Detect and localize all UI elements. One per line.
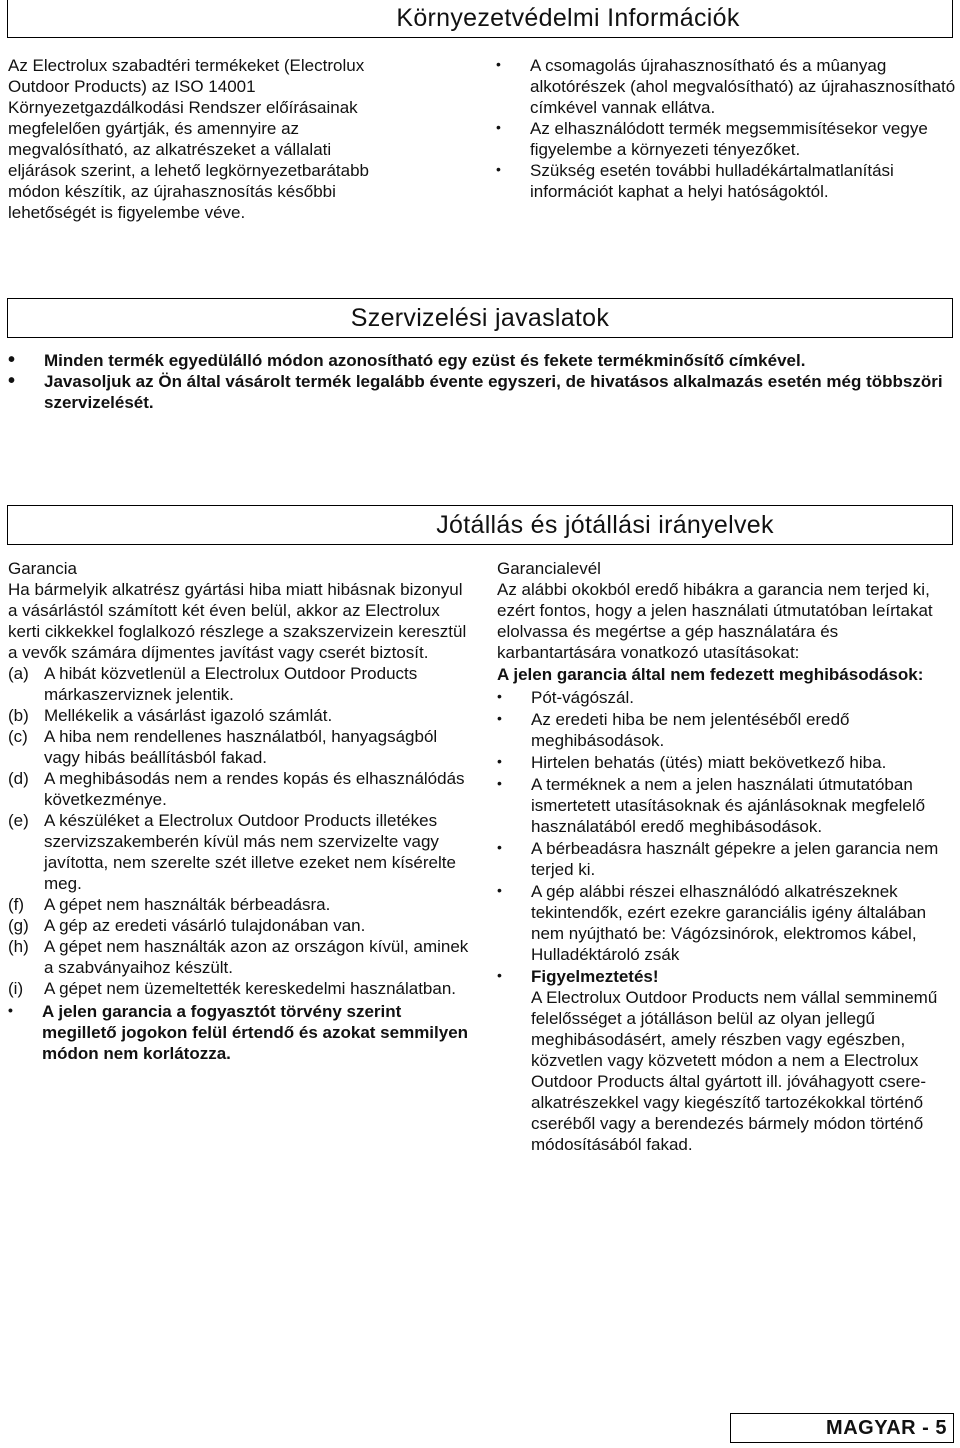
garancia-conditions-list [8, 663, 470, 999]
service-title-box [7, 298, 953, 338]
list-item: (f) A gépet nem használták bérbeadásra. [8, 895, 331, 914]
service-title: Szervizelési javaslatok [350, 303, 610, 332]
garancialevel-heading: Garancialevél [497, 559, 601, 578]
list-item: • Pót-vágószál. [497, 687, 955, 708]
garancialevel-text: Az alábbi okokból eredő hibákra a garancia nem terjed ki, ezért fontos, hogy a jelen használati útmutatóban leírtakat elolvassa és megértse a gép használatára és karbantartására vonatkozó utasításokat: [497, 580, 933, 662]
garancia-text: Ha bármelyik alkatrész gyártási hiba miatt hibásnak bizonyul a vásárlástól számított két éven belül, akkor az Electrolux kerti cikkekkel foglalkozó részlege a szakszervizein keresztül a vevők számára díjmentes javítást vagy cserét biztosít. [8, 580, 467, 662]
list-item: (a) A hibát közvetlenül a Electrolux Outdoor Products márkaszerviznek jelentik. [8, 664, 418, 704]
exclusions-list [497, 687, 955, 1155]
warranty-right-column [497, 558, 955, 1156]
list-item: (b) Mellékelik a vásárlást igazoló számlát. [8, 706, 333, 725]
garancia-heading: Garancia [8, 559, 77, 578]
list-item: • Szükség esetén további hulladékártalmatlanítási információt kaphat a helyi hatóságoktól. [496, 160, 956, 202]
list-item: • Hirtelen behatás (ütés) miatt bekövetkező hiba. [497, 752, 955, 773]
env-title: Környezetvédelmi Információk [396, 4, 740, 32]
list-item: • Minden termék egyedülálló módon azonosítható egy ezüst és fekete termékminősítő címkével. [8, 350, 952, 371]
list-item: • A jelen garancia a fogyasztót törvény szerint megillető jogokon felül értendő és azokat semmilyen módon nem korlátozza. [8, 1001, 470, 1064]
exclusions-heading: A jelen garancia által nem fedezett meghibásodások: [497, 665, 924, 684]
list-item: (c) A hiba nem rendellenes használatból, hanyagságból vagy hibás beállításból fakad. [8, 727, 438, 767]
list-item: • Javasoljuk az Ön által vásárolt termék legalább évente egyszeri, de hivatásos alkalmazás esetén még többszöri szervizelését. [8, 371, 952, 413]
page-number-tag: MAGYAR - 5 [730, 1413, 954, 1443]
env-bullet-list [496, 55, 956, 202]
service-bullet-list [8, 350, 952, 413]
list-item: • A terméknek a nem a jelen használati útmutatóban ismertetett utasításoknak és ajánlásoknak megfelelő használatából eredő meghibásodások. [497, 774, 955, 837]
list-item: • Az elhasználódott termék megsemmisítésekor vegye figyelembe a környezeti tényezőket. [496, 118, 956, 160]
list-item: • A csomagolás újrahasznosítható és a mûanyag alkotórészek (ahol megvalósítható) az újrahasznosítható címkével vannak ellátva. [496, 55, 956, 118]
warning-title: • Figyelmeztetés! [531, 967, 659, 986]
list-item [497, 966, 955, 1155]
env-title-box [7, 0, 953, 38]
list-item: (e) A készüléket a Electrolux Outdoor Products illetékes szervizszakemberén kívül más nem szervizelte vagy javította, nem szerelte szét illetve ezeket nem kísérelte meg. [8, 811, 456, 893]
warranty-title-box [7, 505, 953, 545]
env-intro: Az Electrolux szabadtéri termékeket (Electrolux Outdoor Products) az ISO 14001 Környezetgazdálkodási Rendszer előírásainak megfelelően gyártják, és amennyire az megvalósítható, az alkatrészeket a vállalati eljárások szerint, a lehető legkörnyezetbarátabb módon készítik, az újrahasznosítás későbbi lehetőségét is figyelembe véve. [8, 56, 369, 222]
warning-text: A Electrolux Outdoor Products nem vállal semminemű felelősséget a jótálláson belül az olyan jellegű meghibásodásért, amely részben vagy egészben, közvetlen vagy közvetett módon a nem a Electrolux Outdoor Products által gyártott ill. jóváhagyott cserealkatrészekkel vagy kiegészítő tartozékokkal történő cseréből vagy a berendezés bármely módon történő módosításából fakad. [531, 988, 938, 1154]
list-item: (i) A gépet nem üzemeltették kereskedelmi használatban. [8, 979, 457, 998]
list-item: • A gép alábbi részei elhasználódó alkatrészeknek tekintendők, ezért ezekre garanciális igény általában nem nyújtható be: Vágózsinórok, elektromos kábel, Hulladéktároló zsák [497, 881, 955, 965]
list-item: (g) A gép az eredeti vásárló tulajdonában van. [8, 916, 366, 935]
list-item: (h) A gépet nem használták azon az országon kívül, aminek a szabványaihoz készült. [8, 937, 469, 977]
warranty-title: Jótállás és jótállási irányelvek [436, 510, 774, 539]
list-item: • A bérbeadásra használt gépekre a jelen garancia nem terjed ki. [497, 838, 955, 880]
list-item: • Az eredeti hiba be nem jelentéséből eredő meghibásodások. [497, 709, 955, 751]
garancia-legal-bullet [8, 1001, 470, 1064]
list-item: (d) A meghibásodás nem a rendes kopás és elhasználódás következménye. [8, 769, 465, 809]
warranty-left-column [8, 558, 470, 1064]
